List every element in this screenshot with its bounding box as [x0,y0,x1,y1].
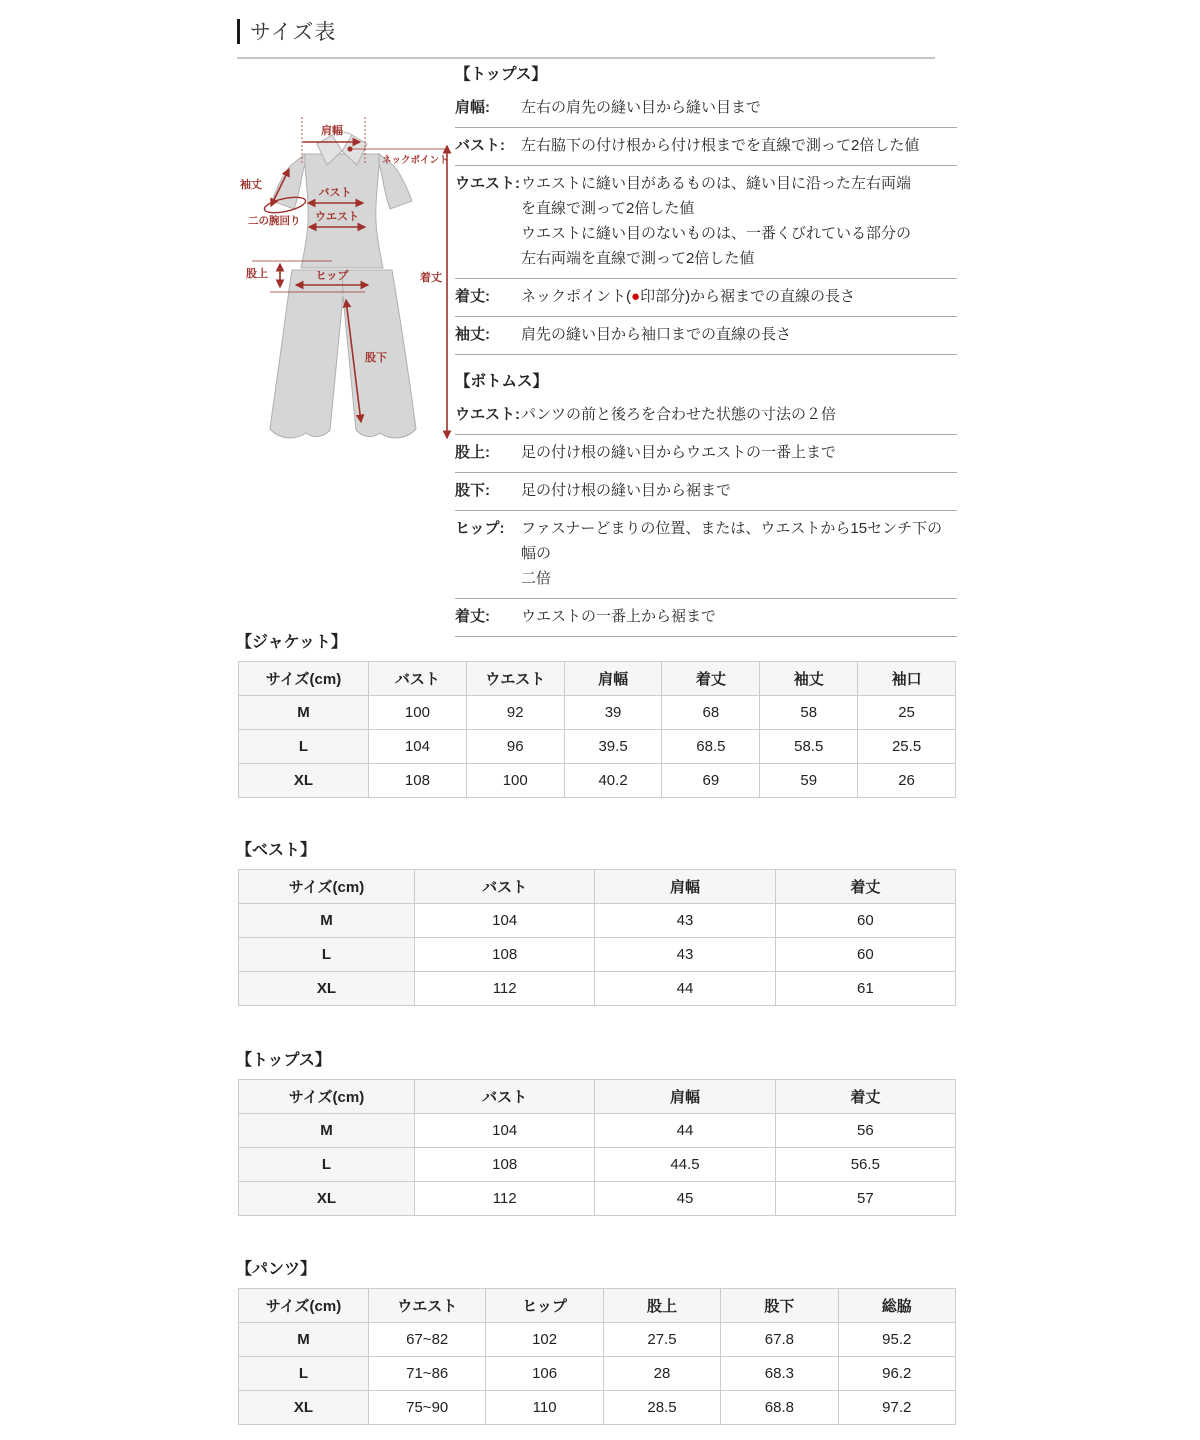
table-value-cell: 45 [595,1182,775,1216]
table-value-cell: 43 [595,938,775,972]
diagram-label-bust: バスト [318,187,352,199]
diagram-label-upper-arm: 二の腕回り [248,215,301,227]
definition-desc [521,440,957,465]
garment-top-illustration [272,132,412,268]
table-value-cell: 95.2 [838,1323,955,1357]
table-row [239,1391,956,1425]
table-size-cell: L [239,938,415,972]
table-value-cell: 106 [486,1357,603,1391]
table-value-cell: 96.2 [838,1357,955,1391]
tops-table [238,1079,956,1216]
table-value-cell: 44.5 [595,1148,775,1182]
table-row [239,1357,956,1391]
table-header-cell: サイズ(cm) [239,1289,369,1323]
table-value-cell: 112 [415,972,595,1006]
table-header-row [239,1080,956,1114]
definition-desc [521,133,957,158]
definition-line: 二倍 [521,570,552,587]
table-size-cell: L [239,730,369,764]
definition-term: ウエスト: [455,175,520,192]
table-header-cell: ヒップ [486,1289,603,1323]
table-header-cell: サイズ(cm) [239,1080,415,1114]
neck-point-dot-glyph: ● [631,288,641,305]
table-row [239,764,956,798]
table-size-cell: M [239,1323,369,1357]
jacket-table-title: 【ジャケット】 [236,634,347,651]
table-value-cell: 28.5 [603,1391,720,1425]
pants-table [238,1288,956,1425]
measurement-definitions [455,62,957,637]
table-header-row [239,1289,956,1323]
diagram-label-inseam: 股下 [365,352,387,364]
table-header-cell: 肩幅 [595,870,775,904]
table-value-cell: 27.5 [603,1323,720,1357]
table-size-cell: L [239,1148,415,1182]
table-header-cell: ウエスト [466,662,564,696]
table-header-cell: ウエスト [369,1289,486,1323]
jacket-section [236,629,958,798]
table-value-cell: 71~86 [369,1357,486,1391]
definition-term: 袖丈: [455,326,490,343]
diagram-label-shoulder-width: 肩幅 [321,125,343,137]
definition-row-waist-bottoms [455,397,957,435]
table-header-row [239,870,956,904]
diagram-label-garment-length: 着丈 [420,272,442,284]
definition-line-post: 印部分)から裾までの直線の長さ [640,288,856,305]
definitions-bottoms-heading: 【ボトムス】 [455,373,549,390]
definition-line [521,284,957,309]
table-value-cell: 39 [564,696,662,730]
diagram-label-waist: ウエスト [315,211,359,223]
diagram-label-neck-point: ネックポイント [382,155,449,166]
table-value-cell: 68.5 [662,730,760,764]
definition-term: 肩幅: [455,99,490,116]
table-value-cell: 43 [595,904,775,938]
table-row [239,1323,956,1357]
definitions-tops-heading: 【トップス】 [455,66,547,83]
table-row [239,972,956,1006]
table-value-cell: 108 [415,938,595,972]
table-row [239,696,956,730]
page-title: サイズ表 [250,21,337,44]
table-value-cell: 56.5 [775,1148,955,1182]
table-row [239,1148,956,1182]
definition-row-shoulder [455,90,957,128]
vest-table [238,869,956,1006]
table-value-cell: 57 [775,1182,955,1216]
table-value-cell: 104 [415,1114,595,1148]
definition-line: ウエストに縫い目のないものは、一番くびれている部分の [521,225,912,242]
table-size-cell: M [239,1114,415,1148]
table-header-cell: 総脇 [838,1289,955,1323]
definition-term: 股下: [455,482,490,499]
definition-term: 着丈: [455,608,490,625]
table-row [239,904,956,938]
definition-line: パンツの前と後ろを合わせた状態の寸法の２倍 [521,406,837,423]
table-value-cell: 96 [466,730,564,764]
table-row [239,1182,956,1216]
table-row [239,730,956,764]
table-value-cell: 68 [662,696,760,730]
definition-desc [521,284,957,309]
table-header-cell: 股上 [603,1289,720,1323]
definition-line: 左右の肩先の縫い目から縫い目まで [521,99,762,116]
table-header-cell: 袖口 [858,662,956,696]
table-value-cell: 112 [415,1182,595,1216]
definition-line: 肩先の縫い目から袖口までの直線の長さ [521,326,792,343]
table-value-cell: 56 [775,1114,955,1148]
table-value-cell: 25.5 [858,730,956,764]
measurement-diagram [232,72,462,480]
table-value-cell: 92 [466,696,564,730]
garment-pants-illustration [270,270,416,438]
definition-line: ウエストの一番上から裾まで [521,608,717,625]
table-value-cell: 61 [775,972,955,1006]
definition-row-sleeve [455,317,957,355]
diagram-label-rise: 股上 [246,268,268,280]
definition-term: ウエスト: [455,406,520,423]
table-value-cell: 59 [760,764,858,798]
tops-section [236,1047,958,1216]
table-header-cell: 袖丈 [760,662,858,696]
table-row [239,938,956,972]
table-value-cell: 97.2 [838,1391,955,1425]
table-header-cell: サイズ(cm) [239,870,415,904]
table-value-cell: 40.2 [564,764,662,798]
table-value-cell: 102 [486,1323,603,1357]
table-value-cell: 60 [775,938,955,972]
definition-row-rise [455,435,957,473]
table-value-cell: 26 [858,764,956,798]
tops-table-title: 【トップス】 [236,1052,331,1069]
table-value-cell: 100 [466,764,564,798]
table-value-cell: 44 [595,972,775,1006]
pants-section [236,1256,958,1425]
table-header-row [239,662,956,696]
table-value-cell: 108 [415,1148,595,1182]
definition-desc [521,604,957,629]
table-value-cell: 110 [486,1391,603,1425]
definition-line: ファスナーどまりの位置、または、ウエストから15センチ下の幅の [521,520,943,562]
definition-row-waist-tops [455,166,957,279]
definition-line: 左右脇下の付け根から付け根までを直線で測って2倍した値 [521,137,920,154]
table-value-cell: 60 [775,904,955,938]
definition-line: 左右両端を直線で測って2倍した値 [521,250,755,267]
table-header-cell: 着丈 [775,870,955,904]
vest-section [236,837,958,1006]
definition-term: 股上: [455,444,490,461]
table-value-cell: 44 [595,1114,775,1148]
title-accent-bar [237,19,240,44]
table-size-cell: XL [239,764,369,798]
table-value-cell: 100 [369,696,467,730]
table-value-cell: 58 [760,696,858,730]
table-header-cell: 股下 [721,1289,838,1323]
table-value-cell: 58.5 [760,730,858,764]
definition-line: ウエストに縫い目があるものは、縫い目に沿った左右両端 [521,175,912,192]
definition-term: バスト: [455,137,505,154]
definition-desc [521,95,957,120]
table-size-cell: M [239,904,415,938]
table-header-cell: バスト [415,870,595,904]
table-value-cell: 104 [369,730,467,764]
table-size-cell: XL [239,1391,369,1425]
table-value-cell: 108 [369,764,467,798]
definition-term: 着丈: [455,288,490,305]
table-value-cell: 25 [858,696,956,730]
table-size-cell: L [239,1357,369,1391]
definition-row-hip [455,511,957,599]
table-header-cell: 肩幅 [564,662,662,696]
definition-desc [521,478,957,503]
jacket-table [238,661,956,798]
pants-table-title: 【パンツ】 [236,1261,317,1278]
definition-line: 足の付け根の縫い目からウエストの一番上まで [521,444,837,461]
table-size-cell: M [239,696,369,730]
definition-row-bust [455,128,957,166]
table-row [239,1114,956,1148]
table-size-cell: XL [239,972,415,1006]
table-value-cell: 69 [662,764,760,798]
table-value-cell: 75~90 [369,1391,486,1425]
table-value-cell: 68.3 [721,1357,838,1391]
table-size-cell: XL [239,1182,415,1216]
definition-line-pre: ネックポイント( [521,288,631,305]
table-value-cell: 28 [603,1357,720,1391]
definition-desc [521,322,957,347]
definition-row-inseam [455,473,957,511]
table-value-cell: 68.8 [721,1391,838,1425]
table-header-cell: 着丈 [662,662,760,696]
definition-desc [521,171,957,271]
definition-line: 足の付け根の縫い目から裾まで [521,482,732,499]
table-header-cell: バスト [415,1080,595,1114]
diagram-label-sleeve-length: 袖丈 [240,179,262,191]
table-value-cell: 104 [415,904,595,938]
definition-desc [521,402,957,427]
definition-desc [521,516,957,591]
title-underline [237,57,935,59]
table-value-cell: 67.8 [721,1323,838,1357]
diagram-label-hip: ヒップ [315,270,349,282]
definition-line: を直線で測って2倍した値 [521,200,695,217]
table-header-cell: 肩幅 [595,1080,775,1114]
vest-table-title: 【ベスト】 [236,842,317,859]
table-header-cell: サイズ(cm) [239,662,369,696]
table-value-cell: 67~82 [369,1323,486,1357]
table-header-cell: 着丈 [775,1080,955,1114]
page-title-row [237,16,336,46]
table-value-cell: 39.5 [564,730,662,764]
definition-term: ヒップ: [455,520,505,537]
definition-row-length-tops [455,279,957,317]
table-header-cell: バスト [369,662,467,696]
